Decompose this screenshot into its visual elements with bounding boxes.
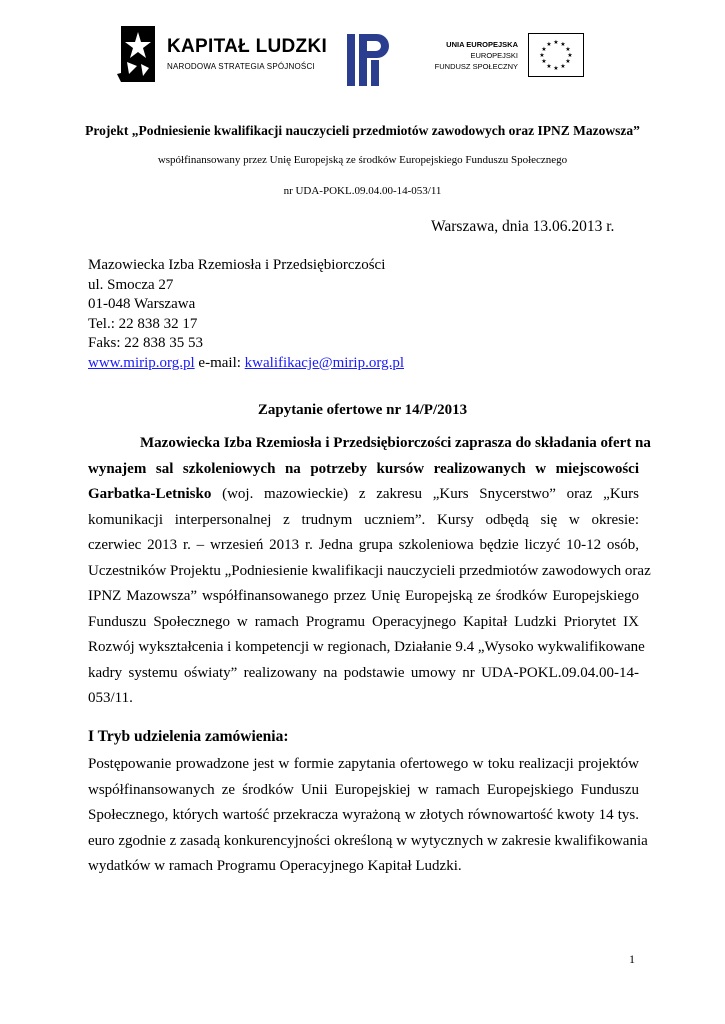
org-name: Mazowiecka Izba Rzemiosła i Przedsiębiorczości [88, 257, 386, 273]
para2-line: euro zgodnie z zasadą konkurencyjności określoną w wytycznych w zakresie kwalifikowania [88, 832, 648, 849]
email-label: e-mail: [194, 354, 245, 371]
svg-text:★: ★ [560, 63, 566, 70]
fax: Faks: 22 838 35 53 [88, 335, 204, 352]
page-number: 1 [629, 952, 635, 966]
para1-line: IPNZ Mazowsza” współfinansowanego przez Unię Europejską ze środków Europejskiego [88, 588, 639, 604]
para1-line: Rozwój wykształcenia i kompetencji w regionach, Działanie 9.4 „Wysoko wykwalifikowane [88, 639, 645, 655]
svg-text:★: ★ [546, 41, 552, 48]
svg-text:★: ★ [546, 63, 552, 70]
irp-logo [345, 30, 393, 90]
svg-text:★: ★ [539, 52, 545, 59]
kapital-ludzki-subtitle: NARODOWA STRATEGIA SPÓJNOŚCI [167, 62, 315, 71]
city: 01-048 Warszawa [88, 296, 196, 313]
contact-links [88, 354, 404, 374]
svg-text:★: ★ [560, 41, 566, 48]
section-heading: I Tryb udzielenia zamówienia: [88, 728, 289, 745]
para1-text-3: (woj. mazowieckie) z zakresu „Kurs Snycerstwo” oraz „Kurs [211, 486, 639, 502]
section-paragraph [88, 752, 648, 880]
kapital-ludzki-title: KAPITAŁ LUDZKI [167, 36, 328, 57]
para1-line: kadry systemu oświaty” realizowany na podstawie umowy nr UDA-POKL.09.04.00-14- [88, 664, 639, 681]
intro-paragraph [88, 431, 651, 712]
project-cofinanced: współfinansowany przez Unię Europejską ze środków Europejskiego Funduszu Społecznego [157, 154, 568, 166]
para1-line [88, 431, 651, 457]
eu-line2: EUROPEJSKI [470, 51, 518, 60]
para1-line [88, 482, 639, 508]
para1-line: czerwiec 2013 r. – wrzesień 2013 r. Jedna grupa szkoleniowa będzie liczyć 10-12 osób, [88, 537, 639, 553]
eu-flag-icon [528, 33, 584, 77]
svg-text:★: ★ [541, 46, 547, 53]
eu-fund-label [432, 39, 518, 72]
para2-line: wydatków w ramach Programu Operacyjnego Kapitał Ludzki. [88, 858, 462, 874]
phone: Tel.: 22 838 32 17 [88, 315, 198, 332]
para2-line: Postępowanie prowadzone jest w formie zapytania ofertowego w toku realizacji projektów [88, 756, 639, 772]
svg-text:★: ★ [553, 65, 559, 72]
project-title: Projekt „Podniesienie kwalifikacji nauczycieli przedmiotów zawodowych oraz IPNZ Mazowsza” [85, 123, 640, 138]
eu-line3: FUNDUSZ SPOŁECZNY [434, 62, 518, 71]
svg-text:★: ★ [541, 58, 547, 65]
para2-line: współfinansowanych ze środków Unii Europejskiej w ramach Europejskiego Funduszu [88, 781, 639, 798]
para1-line: Funduszu Społecznego w ramach Programu Operacyjnego Kapitał Ludzki Priorytet IX [88, 613, 639, 630]
sender-address [88, 256, 404, 374]
svg-text:★: ★ [565, 58, 571, 65]
para1-bold-3: Garbatka-Letnisko [88, 486, 212, 502]
para1-line [88, 457, 639, 483]
para1-bold-2: wynajem sal szkoleniowych na potrzeby kursów realizowanych w miejscowości [88, 460, 639, 477]
para1-line: Uczestników Projektu „Podniesienie kwalifikacji nauczycieli przedmiotów zawodowych oraz [88, 562, 651, 579]
project-number: nr UDA-POKL.09.04.00-14-053/11 [283, 185, 442, 197]
svg-text:★: ★ [565, 46, 571, 53]
eu-line1: UNIA EUROPEJSKA [446, 40, 518, 49]
svg-text:★: ★ [553, 39, 559, 46]
letter-date: Warszawa, dnia 13.06.2013 r. [431, 218, 615, 235]
website-link[interactable]: www.mirip.org.pl [88, 354, 195, 371]
street: ul. Smocza 27 [88, 276, 174, 293]
para1-line: komunikacji interpersonalnej z trudnym uczniem”. Kursy odbędą się w okresie: [88, 511, 639, 528]
para2-line: Społecznego, których wartość przekracza wyrażoną w złotych równowartość kwoty 14 tys. [88, 807, 639, 823]
para1-bold-1: Mazowiecka Izba Rzemiosła i Przedsiębiorczości zaprasza do składania ofert na [140, 435, 651, 451]
email-link[interactable]: kwalifikacje@mirip.org.pl [244, 354, 404, 371]
para1-line: 053/11. [88, 690, 133, 706]
svg-text:★: ★ [567, 52, 573, 59]
inquiry-title: Zapytanie ofertowe nr 14/P/2013 [257, 402, 468, 418]
